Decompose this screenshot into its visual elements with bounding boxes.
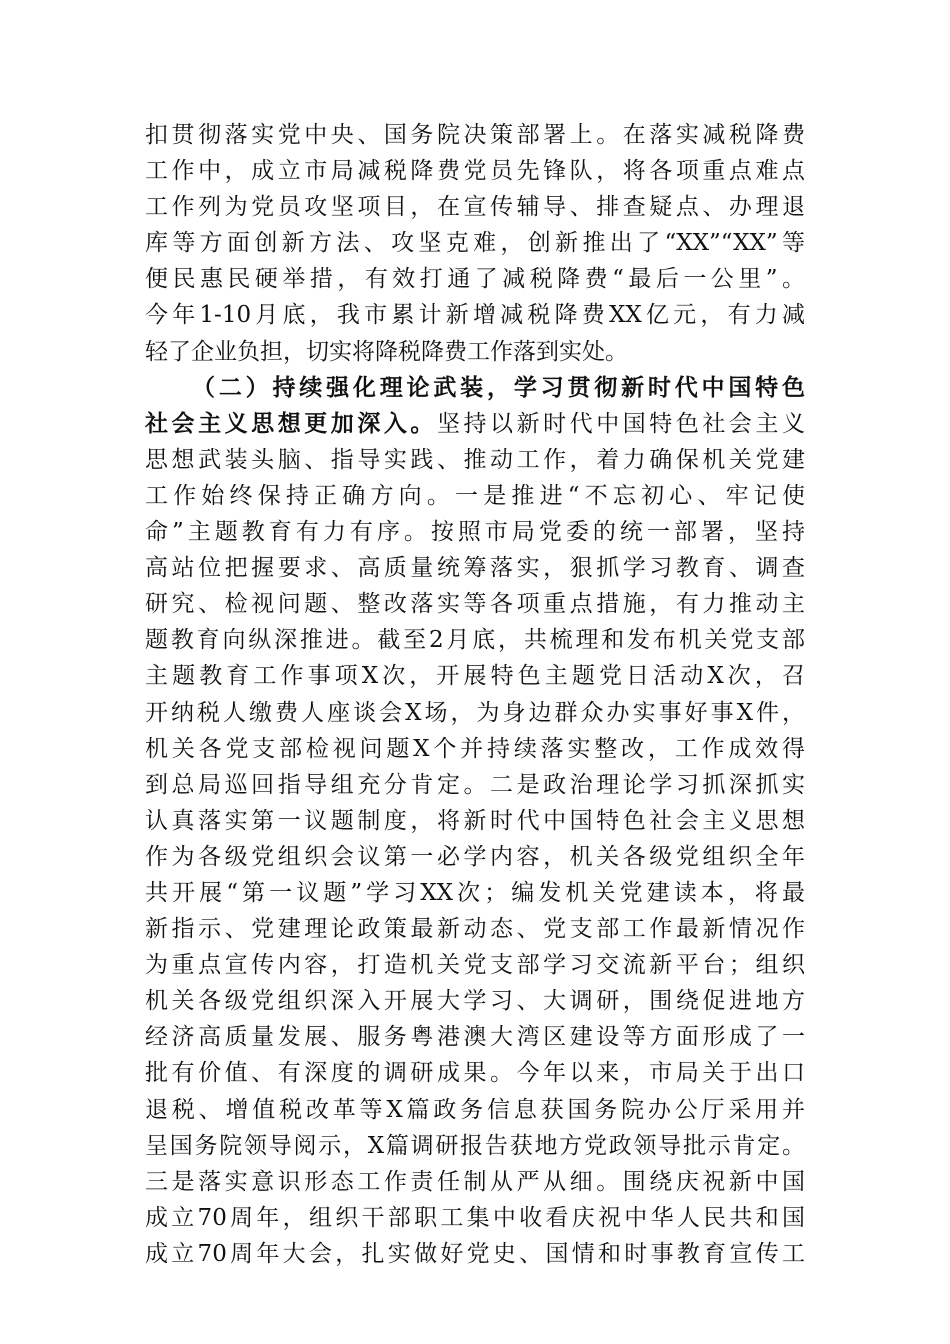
text-line: 机关各党支部检视问题X个并持续落实整改，工作成效得 <box>145 735 805 762</box>
text-line: 经济高质量发展、服务粤港澳大湾区建设等方面形成了一 <box>145 1024 805 1051</box>
text-line: 机关各级党组织深入开展大学习、大调研，围绕促进地方 <box>145 988 805 1015</box>
text-line: 库等方面创新方法、攻坚克难，创新推出了“XX”“XX”等 <box>145 230 805 257</box>
text-line: 思想武装头脑、指导实践、推动工作，着力确保机关党建 <box>145 446 805 473</box>
text-line: 轻了企业负担，切实将降税降费工作落到实处。 <box>145 338 628 365</box>
body-text <box>145 117 805 1272</box>
text-line: 呈国务院领导阅示，X篇调研报告获地方党政领导批示肯定。 <box>145 1132 805 1159</box>
section-heading-end: 社会主义思想更加深入。 <box>145 409 437 437</box>
text-line: 共开展“第一议题”学习XX次；编发机关党建读本，将最 <box>145 879 805 906</box>
text-line: 三是落实意识形态工作责任制从严从细。围绕庆祝新中国 <box>145 1168 805 1195</box>
text-line: 新指示、党建理论政策最新动态、党支部工作最新情况作 <box>145 916 805 943</box>
text-line: 扣贯彻落实党中央、国务院决策部署上。在落实减税降费 <box>145 122 805 148</box>
text-line: 便民惠民硬举措，有效打通了减税降费“最后一公里”。 <box>145 266 805 293</box>
text-line: 认真落实第一议题制度，将新时代中国特色社会主义思想 <box>145 807 805 834</box>
text-line: 今年1-10月底，我市累计新增减税降费XX亿元，有力减 <box>145 302 805 329</box>
text-line: 主题教育工作事项X次，开展特色主题党日活动X次，召 <box>145 663 805 690</box>
text-line: 题教育向纵深推进。截至2月底，共梳理和发布机关党支部 <box>145 627 805 654</box>
text-line: 高站位把握要求、高质量统筹落实，狠抓学习教育、调查 <box>145 555 805 582</box>
text-line: 到总局巡回指导组充分肯定。二是政治理论学习抓深抓实 <box>145 771 805 798</box>
text-line: 为重点宣传内容，打造机关党支部学习交流新平台；组织 <box>145 952 805 979</box>
text-line: 开纳税人缴费人座谈会X场，为身边群众办实事好事X件， <box>145 699 805 726</box>
text-line: 批有价值、有深度的调研成果。今年以来，市局关于出口 <box>145 1060 805 1087</box>
text-line: 作为各级党组织会议第一必学内容，机关各级党组织全年 <box>145 843 805 870</box>
text-line: 命”主题教育有力有序。按照市局党委的统一部署，坚持 <box>145 519 805 546</box>
text-line: 工作列为党员攻坚项目，在宣传辅导、排查疑点、办理退 <box>145 194 805 221</box>
text-run: 坚持以新时代中国特色社会主义 <box>436 410 806 437</box>
text-line: 工作中，成立市局减税降费党员先锋队，将各项重点难点 <box>145 158 805 185</box>
text-line: 工作始终保持正确方向。一是推进“不忘初心、牢记使 <box>145 482 805 509</box>
text-line: 成立70周年大会，扎实做好党史、国情和时事教育宣传工 <box>145 1240 805 1267</box>
text-line <box>145 406 805 442</box>
text-line: 成立70周年，组织干部职工集中收看庆祝中华人民共和国 <box>145 1204 805 1231</box>
text-line: 研究、检视问题、整改落实等各项重点措施，有力推动主 <box>145 591 805 618</box>
text-line: 退税、增值税改革等X篇政务信息获国务院办公厅采用并 <box>145 1096 805 1123</box>
section-heading: （二）持续强化理论武装，学习贯彻新时代中国特色 <box>192 373 805 401</box>
